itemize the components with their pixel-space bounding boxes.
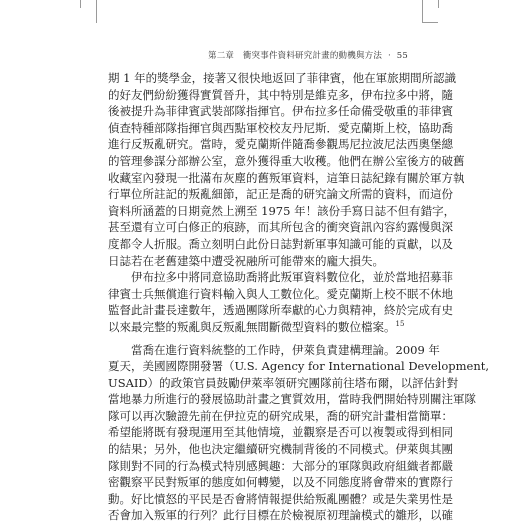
text-line: 隊可以再次驗證先前在伊拉克的研究成果，喬的研究計畫相當簡單： — [108, 408, 453, 423]
crop-mark — [96, 0, 97, 22]
text-line: 夏天，美國國際開發署（U.S. Agency for International Development, — [108, 359, 490, 374]
text-line: 當喬在進行資料統整的工作時，伊萊負責建構理論。2009 年 — [131, 342, 440, 357]
crop-mark — [422, 22, 438, 23]
text-line: 度都令人折服。喬立刻明白此份日誌對新軍事知識可能的貢獻，以及 — [108, 236, 453, 251]
text-line: USAID）的政策官員鼓勵伊萊率領研究團隊前往塔布爾，以評估針對 — [108, 375, 459, 390]
text-line: 收藏室內發現一批滿布灰塵的舊叛軍資料，這筆日誌紀錄有關於軍方執 — [108, 170, 465, 185]
text-line: 隊則對不同的行為模式特別感興趣：大部分的軍隊與政府組織者都嚴 — [108, 458, 453, 473]
text-line-with-footnote — [108, 319, 408, 336]
text-line: 進行反叛亂研究。當時，愛克蘭斯伴隨喬參觀馬尼拉波尼法西奧堡總 — [108, 137, 453, 152]
footnote-marker: 15 — [395, 320, 405, 329]
text-line: 的管理參謀分部辦公室，意外獲得重大收穫。他們在辦公室後方的破舊 — [108, 153, 465, 168]
text-line: 甚至還有立可白修正的痕跡，而其所包含的衝突資訊內容約露慢與深 — [108, 220, 453, 235]
crop-mark — [438, 0, 439, 8]
header-separator: ‧ — [387, 51, 391, 61]
text-line: 監督此計畫長達數年，透過團隊所奉獻的心力與精神，終於完成有史 — [108, 303, 453, 318]
crop-mark — [80, 0, 81, 8]
text-line: 動。好比憤怒的平民是否會將情報提供給叛亂團體？或是失業男性是 — [108, 491, 453, 506]
text-line: 行單位所註記的叛亂細節，記正是喬的研究論文所需的資料，而這份 — [108, 187, 453, 202]
text-line: 的結果；另外，他也決定繼續研究機制背後的不同模式。伊萊與其團 — [108, 442, 453, 457]
text-line: 密觀察平民對叛軍的態度如何轉變，以及不同態度將會帶來的實際行 — [108, 475, 453, 490]
header-gap — [237, 51, 240, 61]
text-line: 偵查特種部隊指揮官與西點軍校校友丹尼斯．愛克蘭斯上校，協助喬 — [108, 120, 453, 135]
crop-mark — [422, 0, 423, 22]
text-line: 資料所涵蓋的日期竟然上溯至 1975 年！該份手寫日誌不但有錯字， — [108, 203, 456, 218]
text-line: 希望能將既有發現運用至其他情境，並觀察是否可以複製或得到相同 — [108, 425, 453, 440]
text-line: 伊布拉多中將同意協助喬將此叛軍資料數位化，並於當地招募菲 — [131, 270, 453, 285]
page-body — [108, 70, 490, 524]
page-number: 55 — [396, 51, 408, 61]
text-line: 當地暴力所進行的發展協助計畫之實質效用，當時我們開始特別關注軍隊 — [108, 392, 476, 407]
crop-mark — [96, 22, 97, 23]
chapter-title: 衝突事件資料研究計畫的動機與方法 — [242, 51, 383, 61]
text-line: 的好友們紛紛獲得實質晉升，其中特別是維克多，伊布拉多中將，隨 — [108, 87, 453, 102]
text-line: 律賓士兵無償進行資料輸入與人工數位化。愛克蘭斯上校不眠不休地 — [108, 286, 453, 301]
running-head — [108, 49, 408, 61]
text-line: 以來最完整的叛亂與反叛亂無間斷微型資料的數位檔案。 — [108, 319, 396, 334]
text-line: 後被提升為菲律賓武裝部隊指揮官。伊布拉多任命備受敬重的菲律賓 — [108, 104, 453, 119]
text-line: 否會加入叛軍的行列？此行目標在於檢視原初理論模式的雛形，以確 — [108, 508, 453, 523]
text-line: 期 1 年的獎學金，接著又很快地返回了菲律賓，他在軍旅期間所認識 — [108, 71, 457, 85]
text-line: 日誌若在老舊建築中遭受祝融所可能帶來的龐大損失。 — [108, 253, 384, 268]
chapter-label: 第二章 — [208, 51, 235, 61]
